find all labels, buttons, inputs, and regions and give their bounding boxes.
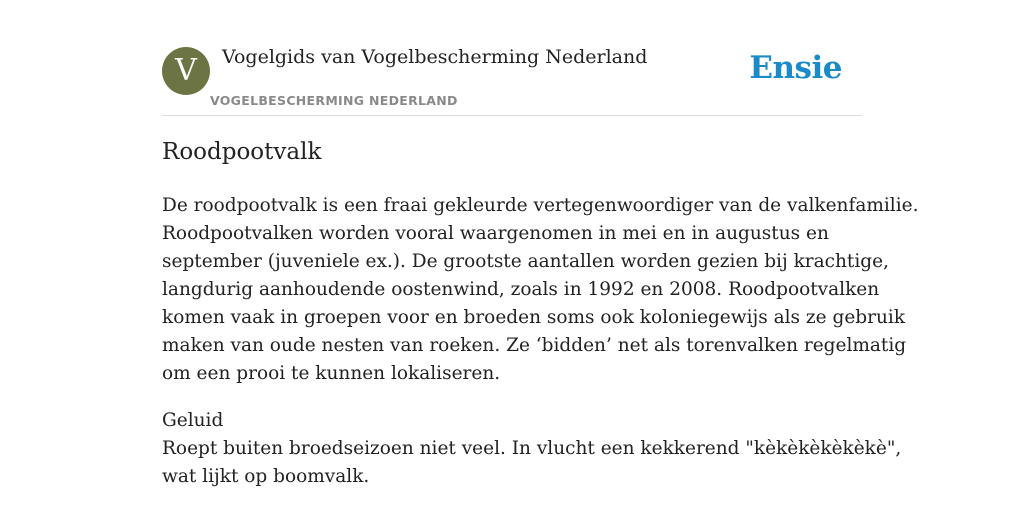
entry-description bbox=[162, 192, 919, 388]
entry-title: Roodpootvalk bbox=[162, 139, 322, 165]
ensie-logo[interactable]: Ensie bbox=[749, 50, 842, 86]
sound-line: Roept buiten broedseizoen niet veel. In vlucht een kekkerend "kèkèkèkèkèkè", bbox=[162, 438, 902, 459]
description-line: maken van oude nesten van roeken. Ze ‘bidden’ net als torenvalken regelmatig bbox=[162, 335, 907, 356]
sound-line: wat lijkt op boomvalk. bbox=[162, 466, 370, 487]
description-line: De roodpootvalk is een fraai gekleurde vertegenwoordiger van de valkenfamilie. bbox=[162, 195, 919, 216]
sound-heading: Geluid bbox=[162, 410, 224, 431]
description-line: om een prooi te kunnen lokaliseren. bbox=[162, 363, 501, 384]
description-line: komen vaak in groepen voor en broeden soms ook koloniegewijs als ze gebruik bbox=[162, 307, 906, 328]
source-header bbox=[162, 0, 862, 116]
source-title[interactable]: Vogelgids van Vogelbescherming Nederland bbox=[222, 46, 648, 68]
publisher-name[interactable]: VOGELBESCHERMING NEDERLAND bbox=[210, 93, 458, 108]
description-line: langdurig aanhoudende oostenwind, zoals in 1992 en 2008. Roodpootvalken bbox=[162, 279, 880, 300]
sound-section bbox=[162, 407, 902, 491]
article-container bbox=[162, 0, 919, 487]
source-avatar[interactable]: V bbox=[162, 47, 210, 95]
description-line: september (juveniele ex.). De grootste aantallen worden gezien bij krachtige, bbox=[162, 251, 889, 272]
description-line: Roodpootvalken worden vooral waargenomen in mei en in augustus en bbox=[162, 223, 829, 244]
